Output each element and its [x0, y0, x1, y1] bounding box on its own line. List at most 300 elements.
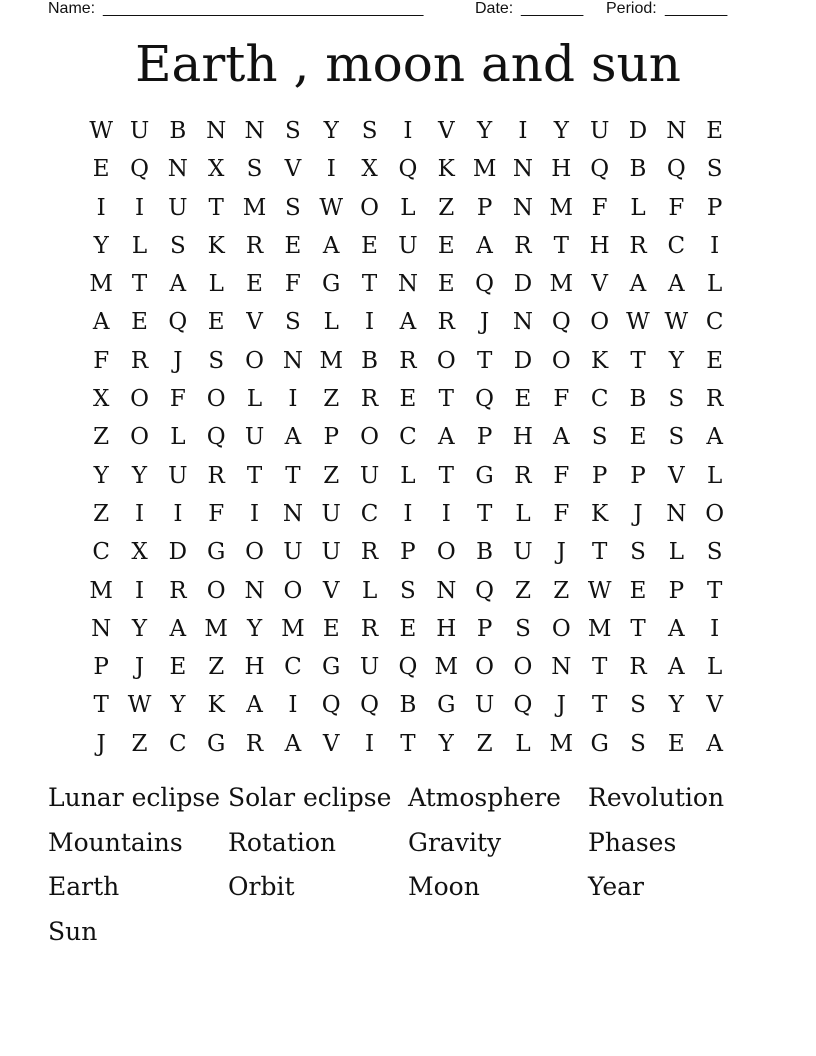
grid-letter[interactable]: T — [208, 194, 224, 221]
grid-letter[interactable]: A — [399, 309, 417, 336]
grid-letter[interactable]: Y — [668, 692, 684, 719]
grid-letter[interactable]: I — [518, 118, 528, 144]
grid-letter[interactable]: P — [400, 539, 416, 566]
grid-letter[interactable]: C — [399, 424, 417, 451]
grid-letter[interactable]: G — [322, 271, 341, 298]
grid-letter[interactable]: K — [591, 500, 609, 527]
grid-letter[interactable]: L — [323, 309, 339, 336]
grid-letter[interactable]: S — [246, 156, 263, 183]
grid-letter[interactable]: W — [664, 309, 689, 336]
grid-letter[interactable]: Y — [131, 462, 148, 489]
grid-letter[interactable]: R — [130, 347, 149, 374]
grid-letter[interactable]: E — [399, 615, 417, 642]
grid-letter[interactable]: R — [207, 462, 225, 489]
grid-letter[interactable]: N — [512, 156, 534, 183]
grid-letter[interactable]: L — [400, 462, 416, 489]
grid-letter[interactable]: K — [437, 156, 455, 183]
word-bank-item: Year — [588, 872, 644, 902]
grid-letter[interactable]: L — [668, 539, 684, 566]
grid-letter[interactable]: I — [710, 615, 720, 642]
grid-letter[interactable]: C — [92, 539, 110, 566]
grid-letter[interactable]: W — [626, 309, 650, 336]
grid-letter[interactable]: S — [706, 156, 723, 183]
grid-letter[interactable]: B — [476, 539, 494, 566]
grid-letter[interactable]: I — [403, 500, 413, 527]
grid-letter[interactable]: O — [206, 386, 226, 413]
grid-letter[interactable]: U — [398, 232, 418, 259]
grid-letter[interactable]: M — [89, 271, 113, 298]
grid-letter[interactable]: U — [244, 424, 265, 451]
grid-letter[interactable]: O — [475, 654, 495, 681]
grid-letter[interactable]: P — [93, 654, 109, 681]
grid-letter[interactable]: S — [169, 232, 186, 259]
grid-letter[interactable]: S — [361, 118, 378, 144]
grid-letter[interactable]: I — [134, 194, 145, 221]
grid-letter[interactable]: T — [93, 692, 109, 719]
grid-letter[interactable]: I — [365, 730, 375, 757]
grid-letter[interactable]: L — [361, 577, 378, 604]
grid-letter[interactable]: A — [322, 232, 340, 259]
grid-letter[interactable]: V — [668, 462, 685, 489]
grid-letter[interactable]: I — [326, 156, 336, 183]
grid-letter[interactable]: A — [552, 424, 570, 451]
grid-letter[interactable]: N — [282, 347, 303, 374]
grid-letter[interactable]: S — [668, 386, 685, 413]
grid-letter[interactable]: U — [589, 118, 610, 144]
grid-letter[interactable]: V — [322, 730, 340, 757]
grid-letter[interactable]: F — [93, 347, 110, 374]
grid-letter[interactable]: Y — [93, 232, 109, 259]
grid-letter[interactable]: T — [285, 462, 301, 489]
grid-letter[interactable]: X — [361, 156, 378, 183]
grid-letter[interactable]: P — [706, 194, 723, 221]
grid-letter[interactable]: Y — [93, 462, 109, 489]
grid-letter[interactable]: T — [246, 462, 263, 489]
grid-letter[interactable]: S — [630, 692, 646, 719]
grid-letter[interactable]: U — [359, 462, 380, 489]
grid-letter[interactable]: A — [668, 271, 685, 298]
grid-letter[interactable]: W — [319, 194, 344, 221]
grid-letter[interactable]: T — [630, 347, 646, 374]
grid-letter[interactable]: L — [707, 654, 723, 681]
date-label: Date: — [475, 0, 514, 17]
grid-letter[interactable]: X — [208, 156, 225, 183]
grid-letter[interactable]: M — [549, 194, 574, 221]
grid-letter[interactable]: V — [246, 309, 263, 336]
grid-letter[interactable]: S — [285, 309, 301, 336]
grid-letter[interactable]: I — [288, 386, 298, 413]
grid-letter[interactable]: Q — [130, 156, 149, 183]
grid-letter[interactable]: A — [706, 424, 723, 451]
grid-letter[interactable]: N — [436, 577, 457, 604]
grid-letter[interactable]: E — [169, 654, 187, 681]
grid-letter[interactable]: M — [204, 615, 228, 642]
grid-letter[interactable]: O — [130, 424, 149, 451]
grid-letter[interactable]: Z — [438, 194, 455, 221]
grid-letter[interactable]: G — [322, 654, 341, 681]
grid-letter[interactable]: O — [360, 424, 379, 451]
grid-letter[interactable]: L — [515, 500, 531, 527]
grid-letter[interactable]: F — [668, 194, 685, 221]
grid-letter[interactable]: J — [134, 654, 145, 681]
grid-letter[interactable]: Q — [398, 156, 418, 183]
grid-letter[interactable]: U — [359, 654, 380, 681]
grid-letter[interactable]: N — [551, 654, 572, 681]
grid-letter[interactable]: P — [476, 194, 493, 221]
grid-letter[interactable]: O — [436, 539, 456, 566]
grid-letter[interactable]: S — [630, 730, 646, 757]
grid-letter[interactable]: N — [244, 118, 265, 144]
grid-letter[interactable]: U — [474, 692, 495, 719]
grid-letter[interactable]: P — [630, 462, 646, 489]
grid-letter[interactable]: T — [400, 730, 416, 757]
grid-letter[interactable]: E — [284, 232, 302, 259]
grid-letter[interactable]: V — [706, 692, 723, 719]
grid-letter[interactable]: N — [167, 156, 188, 183]
grid-letter[interactable]: E — [629, 577, 647, 604]
grid-letter[interactable]: N — [282, 500, 303, 527]
grid-letter[interactable]: T — [476, 500, 493, 527]
grid-letter[interactable]: L — [630, 194, 646, 221]
grid-letter[interactable]: G — [207, 730, 226, 757]
grid-letter[interactable]: E — [399, 386, 417, 413]
word-bank-item: Sun — [48, 917, 98, 947]
name-label: Name: — [48, 0, 96, 17]
grid-letter[interactable]: E — [514, 386, 532, 413]
grid-letter[interactable]: N — [91, 615, 112, 642]
grid-letter[interactable]: P — [668, 577, 685, 604]
grid-letter[interactable]: N — [666, 118, 687, 144]
grid-letter[interactable]: C — [360, 500, 379, 527]
grid-letter[interactable]: A — [706, 730, 723, 757]
grid-letter[interactable]: B — [169, 118, 187, 144]
grid-letter[interactable]: P — [323, 424, 339, 451]
grid-letter[interactable]: A — [668, 654, 685, 681]
grid-letter[interactable]: I — [134, 577, 145, 604]
grid-letter[interactable]: F — [284, 271, 301, 298]
grid-letter[interactable]: D — [513, 271, 533, 298]
grid-letter[interactable]: V — [284, 156, 302, 183]
grid-letter[interactable]: T — [476, 347, 493, 374]
grid-letter[interactable]: O — [245, 347, 264, 374]
grid-letter[interactable]: P — [476, 424, 493, 451]
grid-letter[interactable]: U — [283, 539, 303, 566]
grid-letter[interactable]: O — [360, 194, 379, 221]
grid-row — [82, 648, 734, 686]
grid-letter[interactable]: X — [131, 539, 148, 566]
grid-letter[interactable]: T — [707, 577, 723, 604]
grid-letter[interactable]: O — [436, 347, 456, 374]
grid-letter[interactable]: O — [513, 654, 533, 681]
grid-letter[interactable]: T — [438, 462, 454, 489]
grid-letter[interactable]: H — [512, 424, 533, 451]
grid-letter[interactable]: F — [208, 500, 225, 527]
grid-letter[interactable]: S — [515, 615, 531, 642]
grid-letter[interactable]: L — [170, 424, 186, 451]
grid-letter[interactable]: Y — [131, 615, 148, 642]
grid-letter[interactable]: I — [250, 500, 260, 527]
grid-letter[interactable]: R — [629, 232, 647, 259]
grid-letter[interactable]: A — [476, 232, 493, 259]
grid-letter[interactable]: O — [130, 386, 149, 413]
grid-letter[interactable]: U — [168, 194, 188, 221]
grid-letter[interactable]: R — [706, 386, 724, 413]
grid-letter[interactable]: H — [244, 654, 265, 681]
grid-letter[interactable]: J — [556, 539, 566, 566]
grid-letter[interactable]: I — [288, 692, 298, 719]
grid-letter[interactable]: A — [169, 271, 187, 298]
grid-letter[interactable]: M — [472, 156, 497, 183]
grid-letter[interactable]: M — [549, 730, 574, 757]
grid-letter[interactable]: T — [553, 232, 569, 259]
grid-letter[interactable]: E — [437, 232, 455, 259]
grid-letter[interactable]: Y — [477, 118, 493, 144]
grid-letter[interactable]: V — [322, 577, 340, 604]
grid-letter[interactable]: O — [551, 615, 571, 642]
grid-letter[interactable]: O — [245, 539, 264, 566]
grid-letter[interactable]: T — [591, 692, 608, 719]
grid-letter[interactable]: E — [706, 118, 724, 144]
grid-letter[interactable]: L — [246, 386, 263, 413]
grid-letter[interactable]: R — [245, 232, 264, 259]
grid-letter[interactable]: O — [590, 309, 610, 336]
grid-letter[interactable]: Z — [323, 386, 340, 413]
grid-letter[interactable]: J — [173, 347, 183, 374]
grid-letter[interactable]: O — [705, 500, 725, 527]
grid-letter[interactable]: Y — [170, 692, 186, 719]
grid-letter[interactable]: Z — [553, 577, 570, 604]
grid-letter[interactable]: M — [549, 271, 574, 298]
grid-letter[interactable]: T — [630, 615, 646, 642]
grid-letter[interactable]: R — [514, 232, 532, 259]
grid-letter[interactable]: G — [475, 462, 494, 489]
grid-letter[interactable]: Q — [551, 309, 571, 336]
grid-letter[interactable]: C — [667, 232, 686, 259]
grid-letter[interactable]: R — [399, 347, 417, 374]
grid-letter[interactable]: E — [207, 309, 225, 336]
grid-letter[interactable]: C — [590, 386, 609, 413]
grid-letter[interactable]: U — [321, 539, 341, 566]
grid-letter[interactable]: T — [438, 386, 454, 413]
grid-letter[interactable]: A — [629, 271, 647, 298]
grid-letter[interactable]: D — [628, 118, 648, 144]
grid-letter[interactable]: J — [96, 730, 106, 757]
grid-letter[interactable]: U — [321, 500, 341, 527]
grid-letter[interactable]: I — [403, 118, 413, 144]
grid-letter[interactable]: L — [400, 194, 416, 221]
grid-letter[interactable]: S — [591, 424, 608, 451]
grid-letter[interactable]: T — [361, 271, 378, 298]
grid-letter[interactable]: N — [512, 309, 534, 336]
grid-letter[interactable]: E — [92, 156, 110, 183]
grid-letter[interactable]: I — [441, 500, 451, 527]
grid-letter[interactable]: L — [208, 271, 224, 298]
period-field[interactable]: _______ — [665, 0, 728, 17]
grid-letter[interactable]: Q — [666, 156, 686, 183]
grid-letter[interactable]: R — [360, 386, 379, 413]
grid-letter[interactable]: S — [285, 118, 301, 144]
grid-letter[interactable]: N — [206, 118, 227, 144]
grid-letter[interactable]: Q — [398, 654, 418, 681]
grid-letter[interactable]: C — [284, 654, 302, 681]
grid-letter[interactable]: S — [630, 539, 646, 566]
grid-letter[interactable]: O — [283, 577, 303, 604]
grid-letter[interactable]: F — [169, 386, 186, 413]
grid-letter[interactable]: E — [437, 271, 455, 298]
grid-letter[interactable]: P — [591, 462, 608, 489]
grid-letter[interactable]: Q — [206, 424, 226, 451]
grid-letter[interactable]: I — [134, 500, 145, 527]
grid-letter[interactable]: Q — [513, 692, 533, 719]
grid-letter[interactable]: L — [515, 730, 531, 757]
grid-letter[interactable]: E — [246, 271, 263, 298]
grid-letter[interactable]: H — [436, 615, 457, 642]
grid-letter[interactable]: B — [629, 386, 647, 413]
grid-letter[interactable]: A — [668, 615, 685, 642]
grid-letter[interactable]: Y — [246, 615, 263, 642]
grid-letter[interactable]: N — [512, 194, 534, 221]
grid-letter[interactable]: F — [591, 194, 608, 221]
grid-letter[interactable]: Y — [438, 730, 454, 757]
grid-letter[interactable]: W — [587, 577, 612, 604]
grid-letter[interactable]: W — [89, 118, 113, 144]
name-field[interactable]: ____________________________________ — [103, 0, 424, 17]
grid-letter[interactable]: R — [360, 615, 379, 642]
grid-letter[interactable]: T — [591, 654, 608, 681]
grid-letter[interactable]: D — [513, 347, 533, 374]
grid-letter[interactable]: L — [131, 232, 148, 259]
grid-letter[interactable]: B — [399, 692, 417, 719]
grid-letter[interactable]: K — [207, 692, 225, 719]
grid-letter[interactable]: J — [633, 500, 643, 527]
grid-letter[interactable]: R — [437, 309, 455, 336]
grid-letter[interactable]: Z — [208, 654, 225, 681]
grid-letter[interactable]: A — [169, 615, 187, 642]
word-search-grid[interactable] — [82, 112, 734, 763]
grid-letter[interactable]: F — [553, 386, 570, 413]
grid-letter[interactable]: Z — [476, 730, 493, 757]
grid-letter[interactable]: R — [169, 577, 187, 604]
grid-letter[interactable]: U — [129, 118, 150, 144]
grid-letter[interactable]: S — [400, 577, 416, 604]
grid-letter[interactable]: X — [92, 386, 110, 413]
grid-letter[interactable]: J — [479, 309, 490, 336]
grid-letter[interactable]: L — [707, 462, 723, 489]
grid-letter[interactable]: R — [629, 654, 647, 681]
grid-letter[interactable]: Q — [168, 309, 188, 336]
grid-letter[interactable]: E — [361, 232, 378, 259]
grid-letter[interactable]: T — [131, 271, 148, 298]
grid-letter[interactable]: N — [244, 577, 265, 604]
grid-letter[interactable]: V — [437, 118, 455, 144]
grid-letter[interactable]: Z — [131, 730, 148, 757]
grid-letter[interactable]: U — [513, 539, 533, 566]
grid-letter[interactable]: A — [284, 730, 302, 757]
grid-letter[interactable]: A — [437, 424, 455, 451]
grid-letter[interactable]: I — [173, 500, 183, 527]
grid-letter[interactable]: D — [168, 539, 188, 566]
grid-letter[interactable]: A — [92, 309, 110, 336]
grid-letter[interactable]: E — [667, 730, 685, 757]
grid-letter[interactable]: E — [706, 347, 724, 374]
grid-letter[interactable]: Y — [668, 347, 684, 374]
grid-letter[interactable]: G — [207, 539, 226, 566]
grid-letter[interactable]: S — [668, 424, 685, 451]
word-bank — [48, 778, 768, 957]
grid-letter[interactable]: Q — [590, 156, 610, 183]
grid-letter[interactable]: Z — [93, 424, 110, 451]
grid-letter[interactable]: S — [208, 347, 225, 374]
grid-letter[interactable]: T — [591, 539, 608, 566]
date-field[interactable]: _______ — [521, 0, 584, 17]
grid-letter[interactable]: M — [281, 615, 305, 642]
grid-letter[interactable]: S — [285, 194, 301, 221]
grid-letter[interactable]: G — [590, 730, 609, 757]
grid-letter[interactable]: Y — [323, 118, 339, 144]
grid-letter[interactable]: Z — [514, 577, 531, 604]
grid-letter[interactable]: N — [666, 500, 687, 527]
grid-letter[interactable]: H — [551, 156, 572, 183]
grid-letter[interactable]: Q — [360, 692, 379, 719]
grid-letter[interactable]: F — [553, 500, 570, 527]
grid-letter[interactable]: O — [206, 577, 226, 604]
grid-letter[interactable]: J — [556, 692, 566, 719]
grid-letter[interactable]: Z — [323, 462, 340, 489]
grid-letter[interactable]: K — [207, 232, 225, 259]
grid-letter[interactable]: M — [242, 194, 267, 221]
grid-letter[interactable]: G — [437, 692, 456, 719]
grid-letter[interactable]: V — [591, 271, 608, 298]
grid-letter[interactable]: I — [96, 194, 106, 221]
grid-letter[interactable]: W — [127, 692, 152, 719]
grid-letter[interactable]: M — [434, 654, 459, 681]
grid-letter[interactable]: E — [322, 615, 340, 642]
grid-letter[interactable]: A — [284, 424, 302, 451]
grid-letter[interactable]: N — [397, 271, 418, 298]
grid-letter[interactable]: L — [707, 271, 723, 298]
grid-letter[interactable]: Q — [321, 692, 341, 719]
grid-letter[interactable]: I — [365, 309, 375, 336]
grid-letter[interactable]: U — [168, 462, 188, 489]
grid-letter[interactable]: Q — [475, 271, 495, 298]
grid-letter[interactable]: C — [169, 730, 187, 757]
grid-letter[interactable]: C — [705, 309, 724, 336]
grid-letter[interactable]: A — [246, 692, 263, 719]
grid-letter[interactable]: R — [514, 462, 532, 489]
grid-letter[interactable]: B — [361, 347, 379, 374]
grid-letter[interactable]: K — [591, 347, 609, 374]
grid-letter[interactable]: M — [89, 577, 113, 604]
grid-letter[interactable]: M — [319, 347, 344, 374]
grid-letter[interactable]: R — [360, 539, 379, 566]
grid-letter[interactable]: P — [476, 615, 493, 642]
grid-letter[interactable]: Q — [475, 386, 495, 413]
grid-letter[interactable]: H — [589, 232, 610, 259]
grid-letter[interactable]: O — [551, 347, 571, 374]
grid-letter[interactable]: S — [706, 539, 723, 566]
grid-letter[interactable]: E — [629, 424, 647, 451]
grid-letter[interactable]: Y — [553, 118, 569, 144]
grid-letter[interactable]: I — [710, 232, 720, 259]
grid-letter[interactable]: Z — [93, 500, 110, 527]
grid-letter[interactable]: B — [629, 156, 647, 183]
grid-letter[interactable]: Q — [475, 577, 495, 604]
grid-letter[interactable]: M — [587, 615, 612, 642]
grid-letter[interactable]: R — [245, 730, 264, 757]
grid-letter[interactable]: E — [131, 309, 148, 336]
grid-letter[interactable]: F — [553, 462, 570, 489]
page-title: Earth , moon and sun — [135, 35, 681, 93]
